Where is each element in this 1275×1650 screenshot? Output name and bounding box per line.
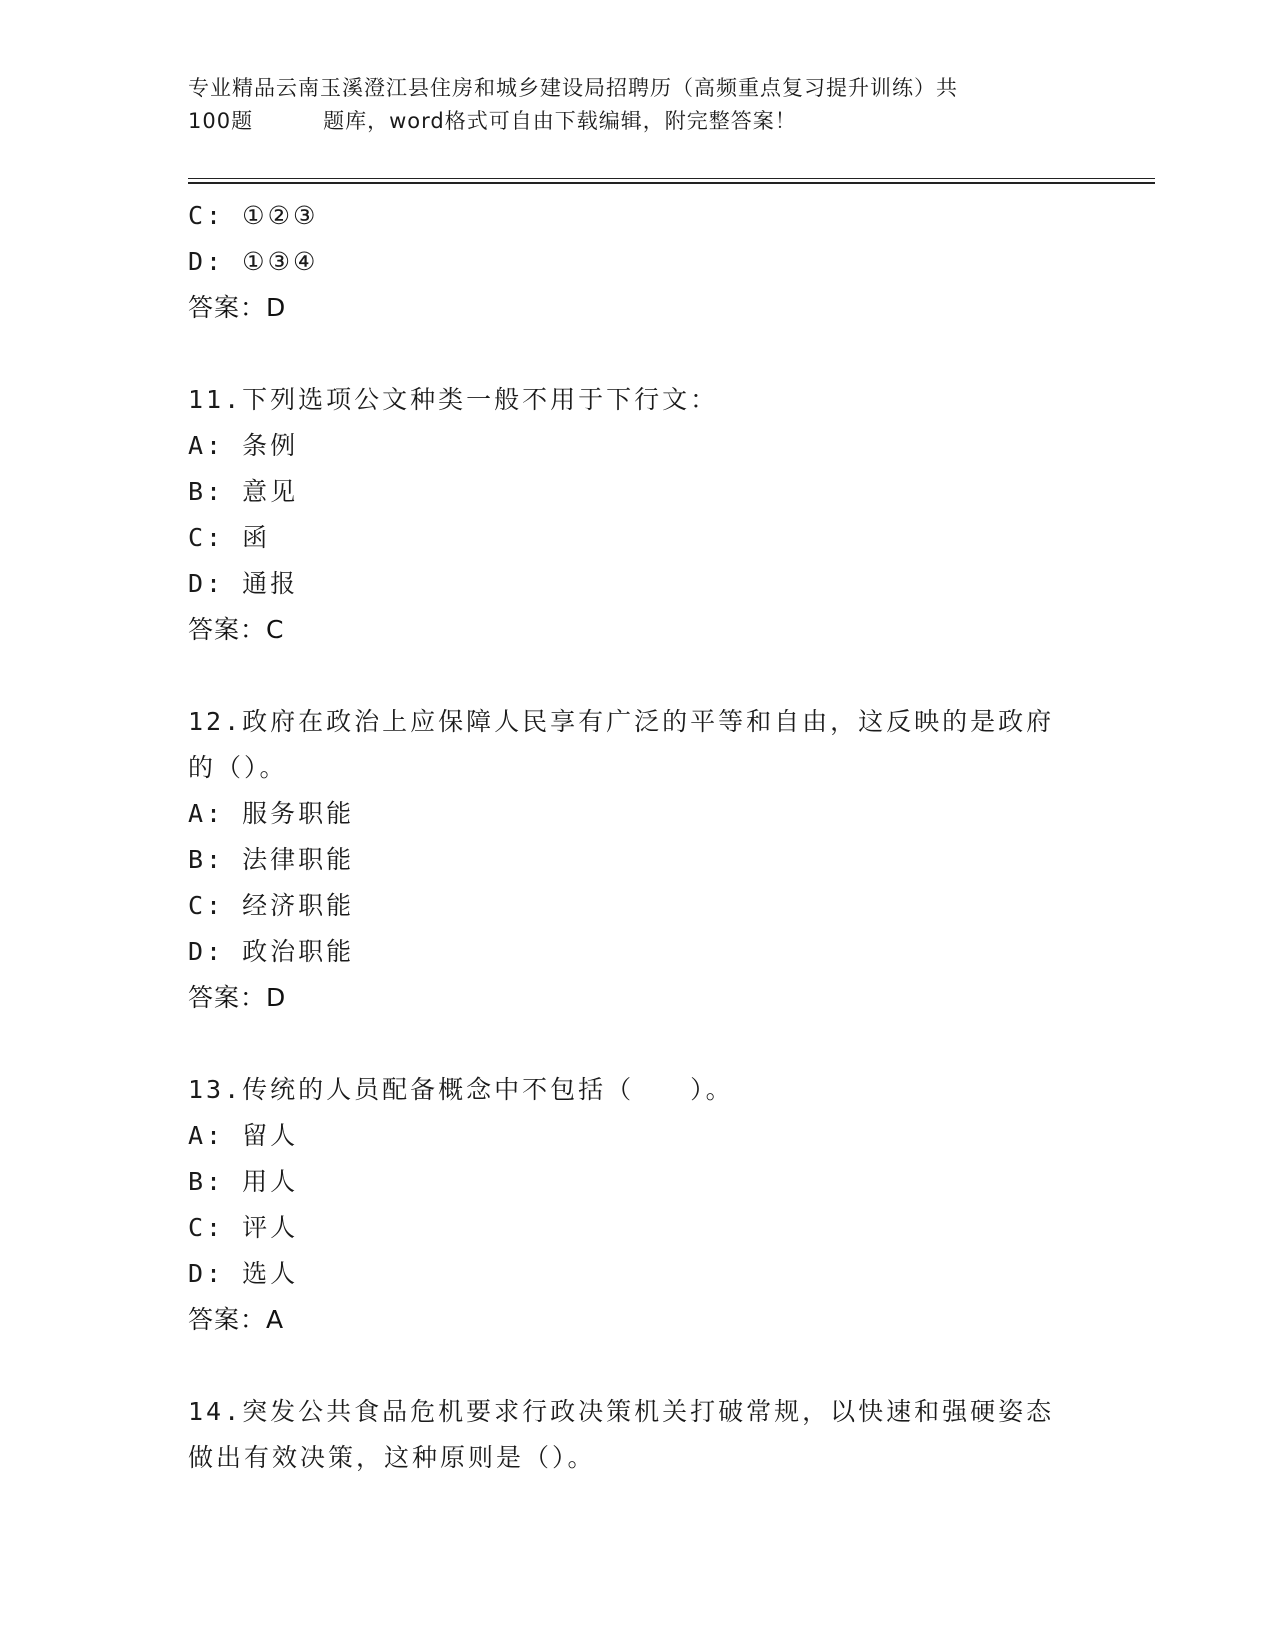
question-14-text: 14.突发公共食品危机要求行政决策机关打破常规，以快速和强硬姿态做出有效决策，这种原则是（）。 [188,1397,1055,1472]
option-a-q13: A: 留人 [188,1121,299,1150]
question-11-text: 11.下列选项公文种类一般不用于下行文： [188,385,719,414]
option-b-q11: B: 意见 [188,477,299,506]
answer-q13: 答案：A [188,1305,285,1334]
option-d-q11: D: 通报 [188,569,299,598]
document-header [188,72,1088,138]
header-count: 100题 [188,109,254,133]
question-12-text: 12.政府在政治上应保障人民享有广泛的平等和自由，这反映的是政府的（）。 [188,707,1055,782]
option-b-q13: B: 用人 [188,1167,299,1196]
option-c-q12: C: 经济职能 [188,891,355,920]
answer-q12: 答案：D [188,983,287,1012]
option-c-q11: C: 函 [188,523,271,552]
header-rule-thin [188,178,1155,179]
option-c-q13: C: 评人 [188,1213,299,1242]
option-d-q10: D: ①③④ [188,247,319,276]
question-content [188,193,1088,1481]
option-c-q10: C: ①②③ [188,201,319,230]
header-description: 题库，word格式可自由下载编辑，附完整答案！ [323,109,797,133]
answer-q11: 答案：C [188,615,285,644]
option-b-q12: B: 法律职能 [188,845,355,874]
question-13-text: 13.传统的人员配备概念中不包括（ ）。 [188,1075,734,1104]
header-title-line-2 [188,105,1088,138]
option-d-q13: D: 选人 [188,1259,299,1288]
option-a-q12: A: 服务职能 [188,799,355,828]
answer-q10: 答案：D [188,293,287,322]
header-title-line-1: 专业精品云南玉溪澄江县住房和城乡建设局招聘历（高频重点复习提升训练）共 [188,76,958,100]
header-rule-thick [188,182,1155,184]
option-a-q11: A: 条例 [188,431,299,460]
option-d-q12: D: 政治职能 [188,937,355,966]
